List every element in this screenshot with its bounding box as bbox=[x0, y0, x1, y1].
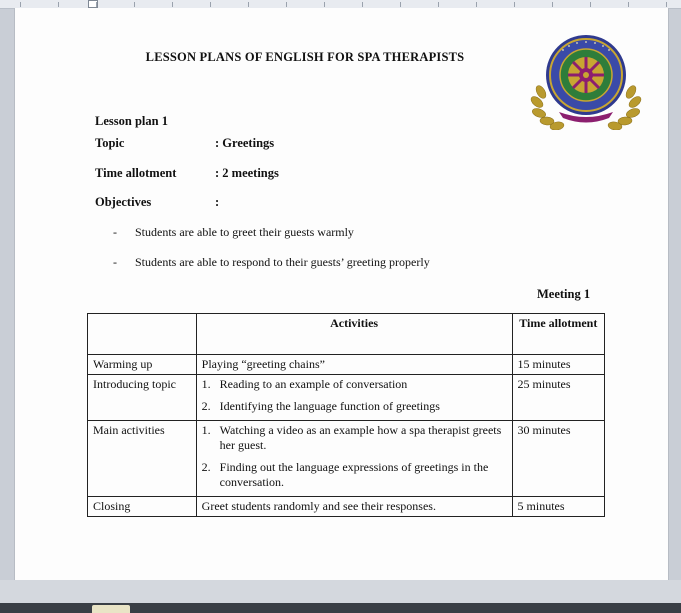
time-label: Time allotment bbox=[95, 166, 177, 180]
table-header-time: Time allotment bbox=[512, 314, 604, 355]
activity-item: 1. Reading to an example of conversation bbox=[201, 377, 408, 391]
table-header-stage bbox=[88, 314, 197, 355]
lesson-plan-heading bbox=[95, 114, 168, 129]
ruler-tick bbox=[210, 2, 211, 7]
ruler-tick bbox=[58, 2, 59, 7]
ruler-tick bbox=[20, 2, 21, 7]
activity-cell bbox=[196, 421, 512, 497]
objective-item: - Students are able to greet their guests warmly bbox=[113, 225, 354, 239]
table-row bbox=[88, 355, 605, 375]
lesson-plan-label: Lesson plan 1 bbox=[95, 114, 168, 128]
objectives-colon: : bbox=[215, 195, 220, 209]
ruler-tick bbox=[172, 2, 173, 7]
ruler-tick bbox=[552, 2, 553, 7]
objectives-label: Objectives bbox=[95, 195, 152, 209]
institution-logo bbox=[525, 30, 647, 130]
stage-cell: Warming up bbox=[88, 355, 197, 375]
ruler-tick bbox=[324, 2, 325, 7]
activity-item: 2. Identifying the language function of greetings bbox=[201, 399, 440, 413]
topic-label: Topic bbox=[95, 136, 125, 150]
time-cell: 25 minutes bbox=[512, 375, 604, 421]
time-value: : 2 meetings bbox=[215, 166, 279, 180]
ruler-tick bbox=[286, 2, 287, 7]
activity-item: 1. Watching a video as an example how a spa therapist greets her guest. bbox=[202, 423, 507, 453]
taskbar bbox=[0, 603, 681, 613]
time-row bbox=[95, 166, 279, 181]
time-cell: 15 minutes bbox=[512, 355, 604, 375]
activity-cell: Greet students randomly and see their responses. bbox=[196, 497, 512, 517]
ruler-tick bbox=[400, 2, 401, 7]
activity-item: 2. Finding out the language expressions of greetings in the conversation. bbox=[202, 460, 507, 490]
activity-text: Identifying the language function of greetings bbox=[219, 399, 440, 413]
objectives-row bbox=[95, 195, 220, 210]
activity-cell: Playing “greeting chains” bbox=[196, 355, 512, 375]
ruler-tick bbox=[666, 2, 667, 7]
topic-value: : Greetings bbox=[215, 136, 275, 150]
objective-text: Students are able to greet their guests warmly bbox=[135, 225, 354, 239]
ruler-tick bbox=[248, 2, 249, 7]
activity-cell bbox=[196, 375, 512, 421]
table-row bbox=[88, 497, 605, 517]
activity-text: Reading to an example of conversation bbox=[219, 377, 408, 391]
activity-text: Finding out the language expressions of greetings in the conversation. bbox=[219, 460, 489, 489]
table-header-row bbox=[88, 314, 605, 355]
ruler-tick bbox=[590, 2, 591, 7]
taskbar-button[interactable] bbox=[92, 605, 130, 613]
stage-cell: Main activities bbox=[88, 421, 197, 497]
workspace-background bbox=[0, 580, 681, 603]
table-header-activities: Activities bbox=[196, 314, 512, 355]
table-row bbox=[88, 421, 605, 497]
objective-text: Students are able to respond to their guests’ greeting properly bbox=[135, 255, 430, 269]
objective-item: - Students are able to respond to their guests’ greeting properly bbox=[113, 255, 430, 269]
topic-row bbox=[95, 136, 275, 151]
table-row bbox=[88, 375, 605, 421]
stage-cell: Introducing topic bbox=[88, 375, 197, 421]
ruler-tick bbox=[96, 2, 97, 7]
document-title: LESSON PLANS OF ENGLISH FOR SPA THERAPISTS bbox=[145, 50, 465, 64]
ruler-tick bbox=[628, 2, 629, 7]
ruler-tick bbox=[514, 2, 515, 7]
ruler-tick bbox=[134, 2, 135, 7]
time-cell: 30 minutes bbox=[512, 421, 604, 497]
ruler-tick bbox=[362, 2, 363, 7]
document-page bbox=[14, 8, 669, 580]
activities-table bbox=[87, 313, 605, 517]
ruler-tick bbox=[476, 2, 477, 7]
activity-text: Watching a video as an example how a spa therapist greets her guest. bbox=[219, 423, 502, 452]
ruler-tick bbox=[438, 2, 439, 7]
meeting-label: Meeting 1 bbox=[537, 287, 591, 301]
stage-cell: Closing bbox=[88, 497, 197, 517]
time-cell: 5 minutes bbox=[512, 497, 604, 517]
